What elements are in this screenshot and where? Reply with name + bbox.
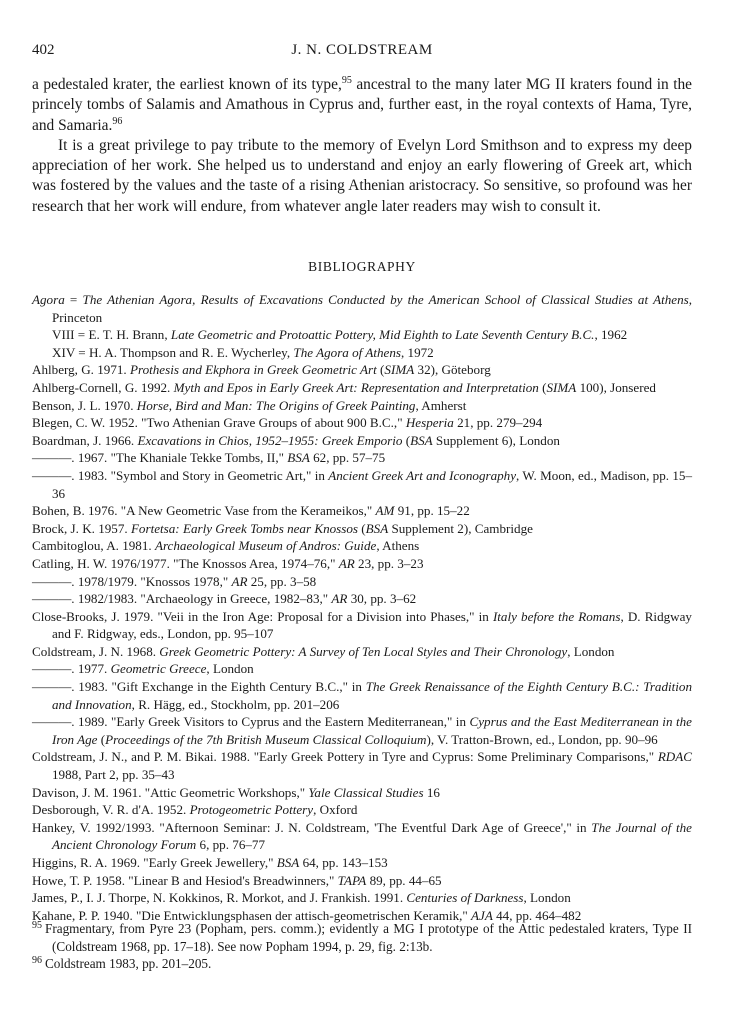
bib-entry: ———. 1967. "The Khaniale Tekke Tombs, II," BSA 62, pp. 57–75 (32, 450, 386, 466)
bib-entry: Kahane, P. P. 1940. "Die Entwicklungsphasen der attisch-geometrischen Keramik," AJA 44, pp. 464–482 (32, 907, 582, 923)
bib-entry: Catling, H. W. 1976/1977. "The Knossos Area, 1974–76," AR 23, pp. 3–23 (32, 555, 424, 571)
bib-entry: ———. 1982/1983. "Archaeology in Greece, 1982–83," AR 30, pp. 3–62 (32, 591, 417, 607)
bib-entry: XIV = H. A. Thompson and R. E. Wycherley, The Agora of Athens, 1972 (52, 344, 434, 360)
page-number: 402 (32, 42, 55, 58)
bib-entry: VIII = E. T. H. Brann, Late Geometric and Protoattic Pottery, Mid Eighth to Late Seventh Century B.C., 1962 (52, 327, 628, 343)
body-text (32, 75, 692, 217)
footnote-text: Coldstream 1983, pp. 201–205. (45, 956, 212, 972)
paragraph (32, 75, 692, 136)
bib-entry: ———. 1983. "Symbol and Story in Geometric Art," in Ancient Greek Art and Iconography, W. Moon, ed., Madison, pp. 15–36 (32, 467, 692, 501)
footnote-text: Fragmentary, from Pyre 23 (Popham, pers. comm.); evidently a MG I prototype of the Attic pedestaled kraters, Type II (Coldstream 1968, pp. 17–18). See now Popham 1994, p. 29, fig. 2:13b. (45, 921, 692, 954)
bib-entry: Brock, J. K. 1957. Fortetsa: Early Greek Tombs near Knossos (BSA Supplement 2), Cambridge (32, 520, 533, 536)
footnote-number: 96 (32, 954, 42, 966)
bib-entry: Benson, J. L. 1970. Horse, Bird and Man: The Origins of Greek Painting, Amherst (32, 397, 467, 413)
bib-entry: Ahlberg-Cornell, G. 1992. Myth and Epos in Early Greek Art: Representation and Interpretation (SIMA 100), Jonsered (32, 379, 656, 395)
footnote (32, 920, 692, 955)
footnote-ref[interactable]: 95 (341, 74, 352, 86)
running-head (32, 40, 692, 64)
bib-entry: Coldstream, J. N., and P. M. Bikai. 1988. "Early Greek Pottery in Tyre and Cyprus: Some Preliminary Comparisons," RDAC 1988, Part 2, pp. 35–43 (32, 749, 692, 783)
bibliography-heading: BIBLIOGRAPHY (308, 259, 416, 274)
footnote-ref[interactable]: 96 (112, 115, 123, 127)
text: a pedestaled krater, the earliest known of its type, (32, 76, 342, 93)
footnotes (32, 920, 692, 973)
bib-entry: Blegen, C. W. 1952. "Two Athenian Grave Groups of about 900 B.C.," Hesperia 21, pp. 279–294 (32, 415, 543, 431)
bib-entry: Cambitoglou, A. 1981. Archaeological Museum of Andros: Guide, Athens (32, 538, 420, 554)
paragraph: It is a great privilege to pay tribute to the memory of Evelyn Lord Smithson and to express my deep appreciation of her work. She helped us to understand and enjoy an early flowering of Greek art, which was fostered by the values and the taste of a rising Athenian aristocracy. So sensitive, so profound was her research that her work will endure, from whatever angle later readers may wish to consult it. (32, 136, 692, 215)
bib-entry: Ahlberg, G. 1971. Prothesis and Ekphora in Greek Geometric Art (SIMA 32), Göteborg (32, 362, 491, 378)
text: ancestral to the many later MG II kraters found in the princely tombs of Salamis and Amathous in Cyprus and, further east, in the royal contexts of Hama, Tyre, and Samaria. (32, 76, 692, 134)
footnote (32, 955, 692, 973)
bib-entry: Bohen, B. 1976. "A New Geometric Vase from the Kerameikos," AM 91, pp. 15–22 (32, 503, 470, 519)
bib-entry: Close-Brooks, J. 1979. "Veii in the Iron Age: Proposal for a Division into Phases," in Italy before the Romans, D. Ridgway and F. Ridgway, eds., London, pp. 95–107 (32, 608, 692, 642)
bib-entry: ———. 1978/1979. "Knossos 1978," AR 25, pp. 3–58 (32, 573, 317, 589)
bib-entry: Howe, T. P. 1958. "Linear B and Hesiod's Breadwinners," TAPA 89, pp. 44–65 (32, 872, 442, 888)
bibliography (32, 291, 692, 924)
bib-entry: Coldstream, J. N. 1968. Greek Geometric Pottery: A Survey of Ten Local Styles and Their Chronology, London (32, 643, 615, 659)
bib-entry: Boardman, J. 1966. Excavations in Chios, 1952–1955: Greek Emporio (BSA Supplement 6), London (32, 432, 560, 448)
running-author: J. N. COLDSTREAM (291, 42, 433, 58)
bib-entry: ———. 1977. Geometric Greece, London (32, 661, 254, 677)
bib-entry: James, P., I. J. Thorpe, N. Kokkinos, R. Morkot, and J. Frankish. 1991. Centuries of Darkness, London (32, 890, 571, 906)
bib-entry: Desborough, V. R. d'A. 1952. Protogeometric Pottery, Oxford (32, 802, 358, 818)
footnote-number: 95 (32, 919, 42, 931)
bib-entry: Higgins, R. A. 1969. "Early Greek Jewellery," BSA 64, pp. 143–153 (32, 855, 388, 870)
bib-entry: Hankey, V. 1992/1993. "Afternoon Seminar: J. N. Coldstream, 'The Eventful Dark Age of Greece'," in The Journal of the Ancient Chronology Forum 6, pp. 76–77 (32, 819, 692, 853)
bib-entry: Davison, J. M. 1961. "Attic Geometric Workshops," Yale Classical Studies 16 (32, 784, 440, 800)
bib-entry: Agora = The Athenian Agora, Results of Excavations Conducted by the American School of Classical Studies at Athens, Princeton (32, 292, 692, 325)
bib-entry: ———. 1989. "Early Greek Visitors to Cyprus and the Eastern Mediterranean," in Cyprus and the East Mediterranean in the Iron Age (Proceedings of the 7th British Museum Classical Colloquium), V. Tratton-Brown, ed., London, pp. 90–96 (32, 714, 692, 747)
bib-entry: ———. 1983. "Gift Exchange in the Eighth Century B.C.," in The Greek Renaissance of the Eighth Century B.C.: Tradition and Innovation, R. Hägg, ed., Stockholm, pp. 201–206 (32, 679, 693, 712)
